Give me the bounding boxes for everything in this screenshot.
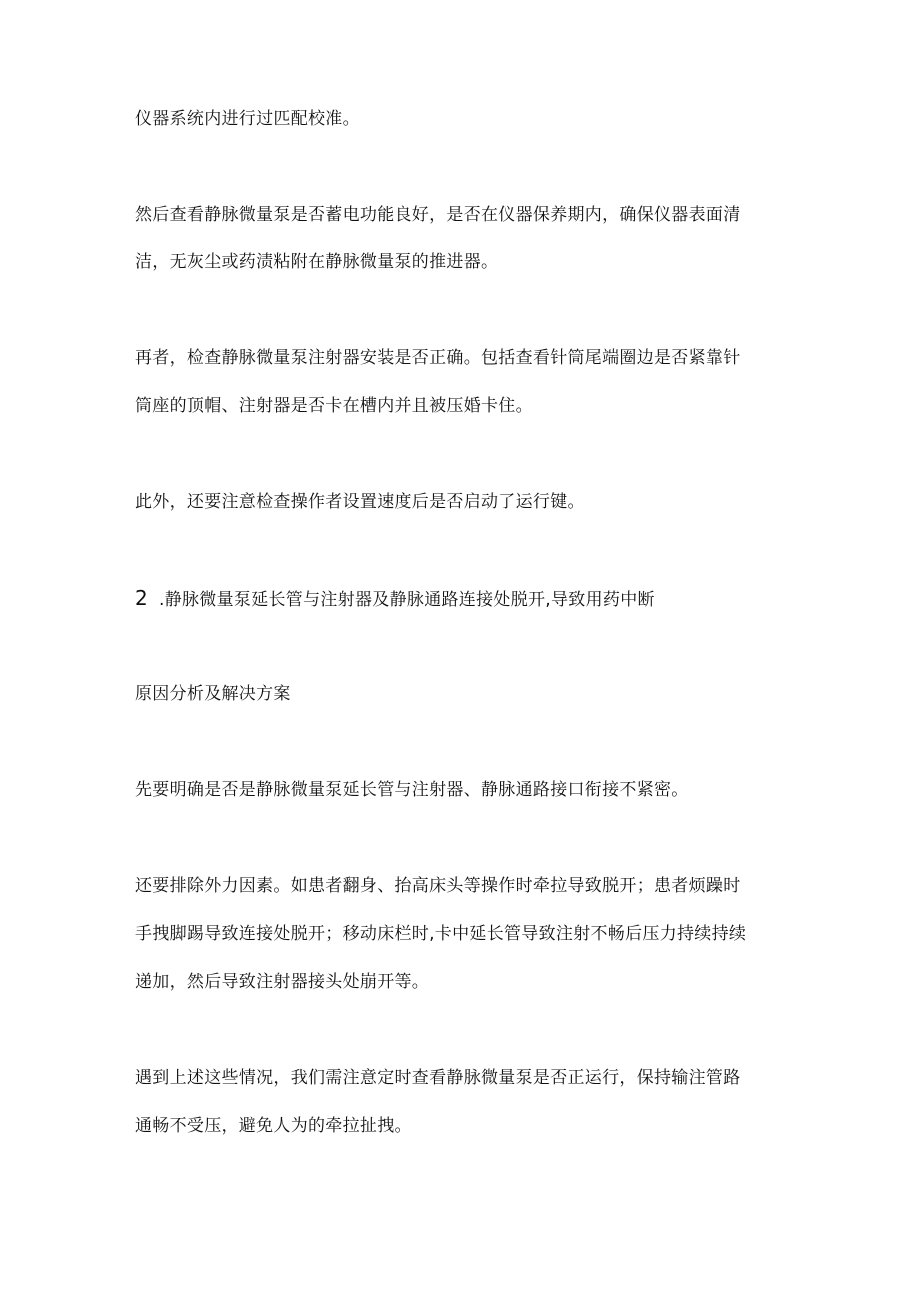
text-line: 洁，无灰尘或药渍粘附在静脉微量泵的推进器。 bbox=[135, 252, 499, 272]
text-line: 仪器系统内进行过匹配校准。 bbox=[135, 109, 360, 129]
text-line: 手拽脚踢导致连接处脱开；移动床栏时,卡中延长管导致注射不畅后压力持续持续 bbox=[135, 924, 747, 944]
text-line: 再者，检查静脉微量泵注射器安装是否正确。包括查看针筒尾端圈边是否紧靠针 bbox=[135, 348, 741, 368]
text-line: 通畅不受压，避免人为的牵拉扯拽。 bbox=[135, 1116, 412, 1136]
subheading: 原因分析及解决方案 bbox=[135, 684, 291, 704]
text-line: 先要明确是否是静脉微量泵延长管与注射器、静脉通路接口衔接不紧密。 bbox=[135, 780, 689, 800]
section-title: .静脉微量泵延长管与注射器及静脉通路连接处脱开,导致用药中断 bbox=[159, 590, 655, 610]
text-line: 递加，然后导致注射器接头处崩开等。 bbox=[135, 972, 430, 992]
text-line: 遇到上述这些情况，我们需注意定时查看静脉微量泵是否正运行，保持输注管路 bbox=[135, 1068, 741, 1088]
text-line: 此外，还要注意检查操作者设置速度后是否启动了运行键。 bbox=[135, 492, 585, 512]
section-number: 2 bbox=[135, 586, 149, 610]
section-heading bbox=[135, 586, 655, 612]
text-line: 还要排除外力因素。如患者翻身、抬高床头等操作时牵拉导致脱开；患者烦躁时 bbox=[135, 876, 741, 896]
text-line: 筒座的顶帽、注射器是否卡在槽内并且被压婚卡住。 bbox=[135, 396, 533, 416]
text-line: 然后查看静脉微量泵是否蓄电功能良好，是否在仪器保养期内，确保仪器表面清 bbox=[135, 205, 741, 225]
